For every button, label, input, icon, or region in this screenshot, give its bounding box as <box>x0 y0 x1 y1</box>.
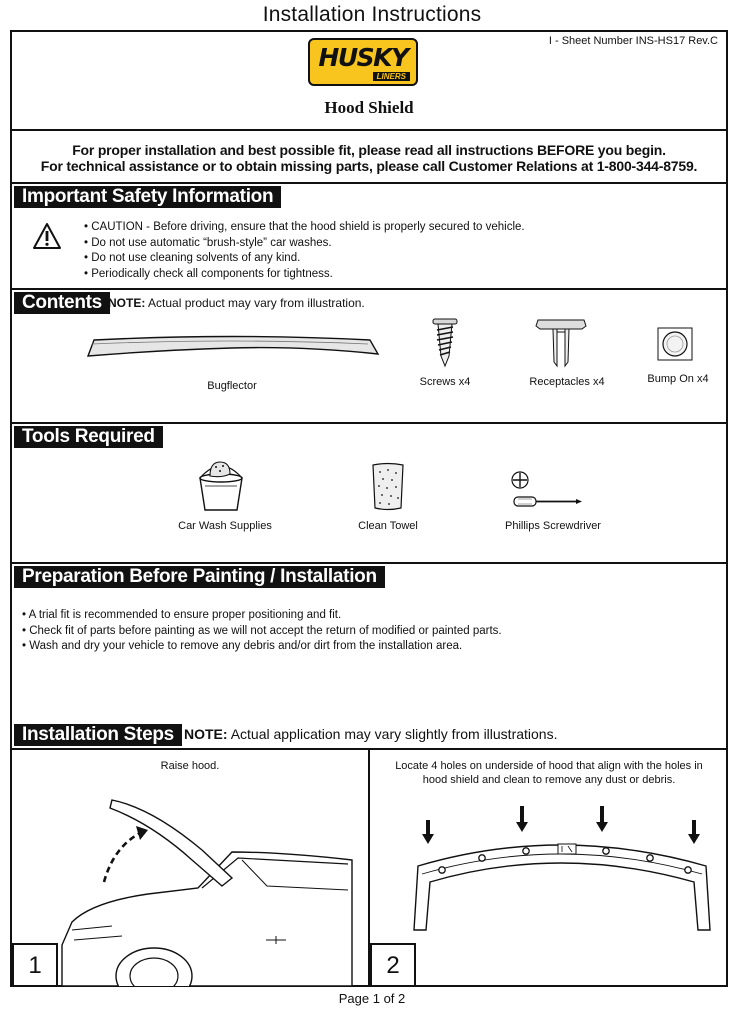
divider <box>12 288 726 290</box>
list-item: • Do not use automatic “brush-style” car washes. <box>84 236 332 249</box>
list-item: • Periodically check all components for tightness. <box>84 267 333 280</box>
divider <box>12 562 726 564</box>
receptacles-label: Receptacles x4 <box>529 376 605 388</box>
step-2-panel <box>368 748 726 987</box>
raise-hood-illustration <box>52 790 362 986</box>
bugflector-label: Bugflector <box>207 380 257 392</box>
logo-tagline: LINERS <box>373 72 410 81</box>
divider <box>12 182 726 184</box>
step-2-caption: Locate 4 holes on underside of hood that align with the holes in hood shield and clean to remove any dust or debris. <box>395 760 703 786</box>
preparation-section-title: Preparation Before Painting / Installation <box>14 566 385 588</box>
screws-label: Screws x4 <box>419 376 471 388</box>
phillips-screwdriver-icon <box>508 470 588 514</box>
caution-label: CAUTION - <box>91 221 151 233</box>
receptacle-illustration <box>534 318 588 370</box>
caution-triangle-icon <box>32 222 62 250</box>
husky-liners-logo <box>308 38 418 86</box>
instruction-sheet <box>10 30 728 987</box>
safety-section-title: Important Safety Information <box>14 186 281 208</box>
towel-icon <box>368 462 408 512</box>
step-1-number: 1 <box>12 943 58 987</box>
hood-underside-illustration <box>400 800 720 986</box>
contents-note: NOTE: Actual product may vary from illustration. <box>108 296 365 310</box>
page-footer: Page 1 of 2 <box>338 991 406 1006</box>
intro-text <box>12 142 726 174</box>
list-item: • CAUTION - Before driving, ensure that the hood shield is properly secured to vehicle. <box>84 221 525 233</box>
tools-section-title: Tools Required <box>14 426 163 448</box>
safety-list <box>84 220 525 282</box>
list-item: • Check fit of parts before painting as we will not accept the return of modified or painted parts. <box>22 624 502 637</box>
contents-section-title: Contents <box>14 292 110 314</box>
list-item: • A trial fit is recommended to ensure proper positioning and fit. <box>22 609 342 621</box>
bump-on-illustration <box>656 326 696 364</box>
installation-note: NOTE: Actual application may vary slightly from illustrations. <box>184 726 558 742</box>
intro-line-2: For technical assistance or to obtain missing parts, please call Customer Relations at 1-800-344-8759. <box>40 158 698 174</box>
step-1-caption: Raise hood. <box>160 760 220 772</box>
list-item: • Do not use cleaning solvents of any kind. <box>84 252 301 264</box>
page-title: Installation Instructions <box>262 3 482 26</box>
phillips-screwdriver-label: Phillips Screwdriver <box>505 520 601 532</box>
installation-section-title: Installation Steps <box>14 724 182 746</box>
bump-on-label: Bump On x4 <box>647 373 709 385</box>
bugflector-illustration <box>82 332 382 372</box>
car-wash-supplies-label: Car Wash Supplies <box>178 520 272 532</box>
list-item: • Wash and dry your vehicle to remove any debris and/or dirt from the installation area. <box>22 640 463 652</box>
divider <box>12 129 726 131</box>
divider <box>12 422 726 424</box>
clean-towel-label: Clean Towel <box>358 520 418 532</box>
bucket-icon <box>192 456 250 514</box>
step-1-panel <box>12 748 370 987</box>
sheet-number: I - Sheet Number INS-HS17 Rev.C <box>548 35 718 47</box>
product-name: Hood Shield <box>324 98 414 117</box>
intro-line-1: For proper installation and best possible fit, please read all instructions BEFORE you begin. <box>72 142 666 158</box>
preparation-list <box>22 608 502 655</box>
screw-illustration <box>430 318 460 368</box>
logo-brand-name: HUSKY <box>318 43 408 72</box>
step-2-number: 2 <box>370 943 416 987</box>
